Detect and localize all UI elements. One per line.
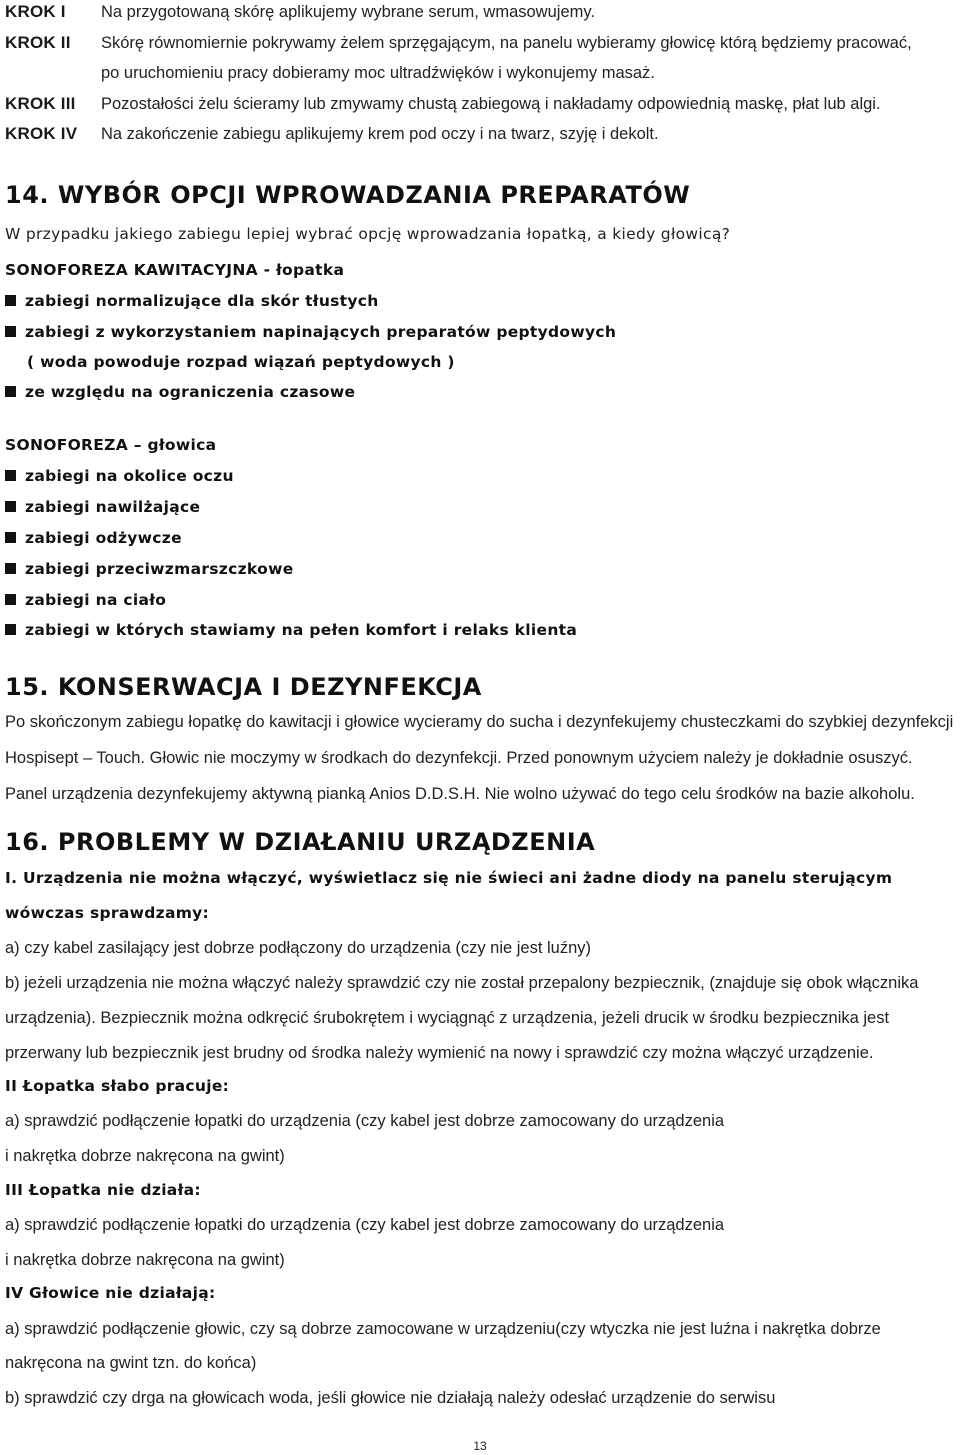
step-label-2: KROK II xyxy=(5,33,71,52)
problem-3-a-line-1: a) sprawdzić podłączenie łopatki do urządzenia (czy kabel jest dobrze zamocowany do urządzenia xyxy=(5,1216,725,1234)
problem-3-a-line-2: i nakrętka dobrze nakręcona na gwint) xyxy=(5,1251,285,1269)
problem-3-title: III Łopatka nie działa: xyxy=(5,1181,201,1199)
problem-4-title: IV Głowice nie działają: xyxy=(5,1284,216,1302)
bullet-square-icon xyxy=(5,594,16,605)
list-item-note: ( woda powoduje rozpad wiązań peptydowych ) xyxy=(27,353,455,371)
bullet-square-icon xyxy=(5,386,16,397)
section-15-line-2: Hospisept – Touch. Głowic nie moczymy w środkach do dezynfekcji. Przed ponownym użyciem należy je dokładnie osuszyć. xyxy=(5,749,913,767)
problem-2-a-line-1: a) sprawdzić podłączenie łopatki do urządzenia (czy kabel jest dobrze zamocowany do urządzenia xyxy=(5,1112,725,1130)
section-16-heading: 16. PROBLEMY W DZIAŁANIU URZĄDZENIA xyxy=(5,828,596,856)
list-item: zabiegi na ciało xyxy=(5,591,166,609)
list-item: zabiegi normalizujące dla skór tłustych xyxy=(5,292,379,310)
list-item: zabiegi na okolice oczu xyxy=(5,467,234,485)
bullet-square-icon xyxy=(5,532,16,543)
problem-4-a-line-1: a) sprawdzić podłączenie głowic, czy są dobrze zamocowane w urządzeniu(czy wtyczka nie jest luźna i nakrętka dobrze xyxy=(5,1320,881,1338)
step-label-1: KROK I xyxy=(5,2,66,21)
sonoforeza-kawitacyjna-title: SONOFOREZA KAWITACYJNA - łopatka xyxy=(5,261,345,279)
problem-4-b: b) sprawdzić czy drga na głowicach woda, jeśli głowice nie działają należy odesłać urządzenie do serwisu xyxy=(5,1389,776,1407)
step-label-3: KROK III xyxy=(5,94,76,113)
bullet-square-icon xyxy=(5,563,16,574)
problem-1-b-line-2: urządzenia). Bezpiecznik można odkręcić śrubokrętem i wyciągnąć z urządzenia, jeżeli drucik w środku bezpiecznika jest xyxy=(5,1009,890,1027)
list-item: zabiegi z wykorzystaniem napinających preparatów peptydowych xyxy=(5,323,616,341)
page-number: 13 xyxy=(473,1439,487,1453)
step-text-4: Na zakończenie zabiegu aplikujemy krem pod oczy i na twarz, szyję i dekolt. xyxy=(101,125,659,143)
section-14-heading: 14. WYBÓR OPCJI WPROWADZANIA PREPARATÓW xyxy=(5,181,691,209)
step-text-2: Skórę równomiernie pokrywamy żelem sprzęgającym, na panelu wybieramy głowicę którą będziemy pracować, xyxy=(101,34,912,52)
bullet-square-icon xyxy=(5,624,16,635)
step-text-1: Na przygotowaną skórę aplikujemy wybrane serum, wmasowujemy. xyxy=(101,3,595,21)
sonoforeza-glowica-title: SONOFOREZA – głowica xyxy=(5,436,217,454)
problem-1-b-line-3: przerwany lub bezpiecznik jest brudny od środka należy wymienić na nowy i sprawdzić czy można włączyć urządzenie. xyxy=(5,1044,874,1062)
bullet-square-icon xyxy=(5,295,16,306)
list-item: zabiegi w których stawiamy na pełen komfort i relaks klienta xyxy=(5,621,577,639)
problem-2-a-line-2: i nakrętka dobrze nakręcona na gwint) xyxy=(5,1147,285,1165)
section-15-line-3: Panel urządzenia dezynfekujemy aktywną pianką Anios D.D.S.H. Nie wolno używać do tego celu środków na bazie alkoholu. xyxy=(5,785,915,803)
list-item: zabiegi przeciwzmarszczkowe xyxy=(5,560,294,578)
bullet-square-icon xyxy=(5,470,16,481)
bullet-square-icon xyxy=(5,326,16,337)
list-item: zabiegi nawilżające xyxy=(5,498,200,516)
step-label-4: KROK IV xyxy=(5,124,78,143)
problem-1-title: I. Urządzenia nie można włączyć, wyświetlacz się nie świeci ani żadne diody na panelu sterującym xyxy=(5,869,893,887)
bullet-square-icon xyxy=(5,501,16,512)
problem-2-title: II Łopatka słabo pracuje: xyxy=(5,1077,230,1095)
problem-1-a: a) czy kabel zasilający jest dobrze podłączony do urządzenia (czy nie jest luźny) xyxy=(5,939,592,957)
step-text-2-cont: po uruchomieniu pracy dobieramy moc ultradźwięków i wykonujemy masaż. xyxy=(101,64,655,82)
section-15-heading: 15. KONSERWACJA I DEZYNFEKCJA xyxy=(5,673,482,701)
step-text-3: Pozostałości żelu ścieramy lub zmywamy chustą zabiegową i nakładamy odpowiednią maskę, płat lub algi. xyxy=(101,95,881,113)
list-item: ze względu na ograniczenia czasowe xyxy=(5,383,355,401)
section-15-line-1: Po skończonym zabiegu łopatkę do kawitacji i głowice wycieramy do sucha i dezynfekujemy chusteczkami do szybkiej dezynfekcji xyxy=(5,713,954,731)
problem-4-a-line-2: nakręcona na gwint tzn. do końca) xyxy=(5,1354,257,1372)
section-14-question: W przypadku jakiego zabiegu lepiej wybrać opcję wprowadzania łopatką, a kiedy głowicą? xyxy=(5,225,731,243)
problem-1-title-cont: wówczas sprawdzamy: xyxy=(5,904,210,922)
list-item: zabiegi odżywcze xyxy=(5,529,182,547)
problem-1-b-line-1: b) jeżeli urządzenia nie można włączyć należy sprawdzić czy nie został przepalony bezpiecznik, (znajduje się obok włącznika xyxy=(5,974,919,992)
